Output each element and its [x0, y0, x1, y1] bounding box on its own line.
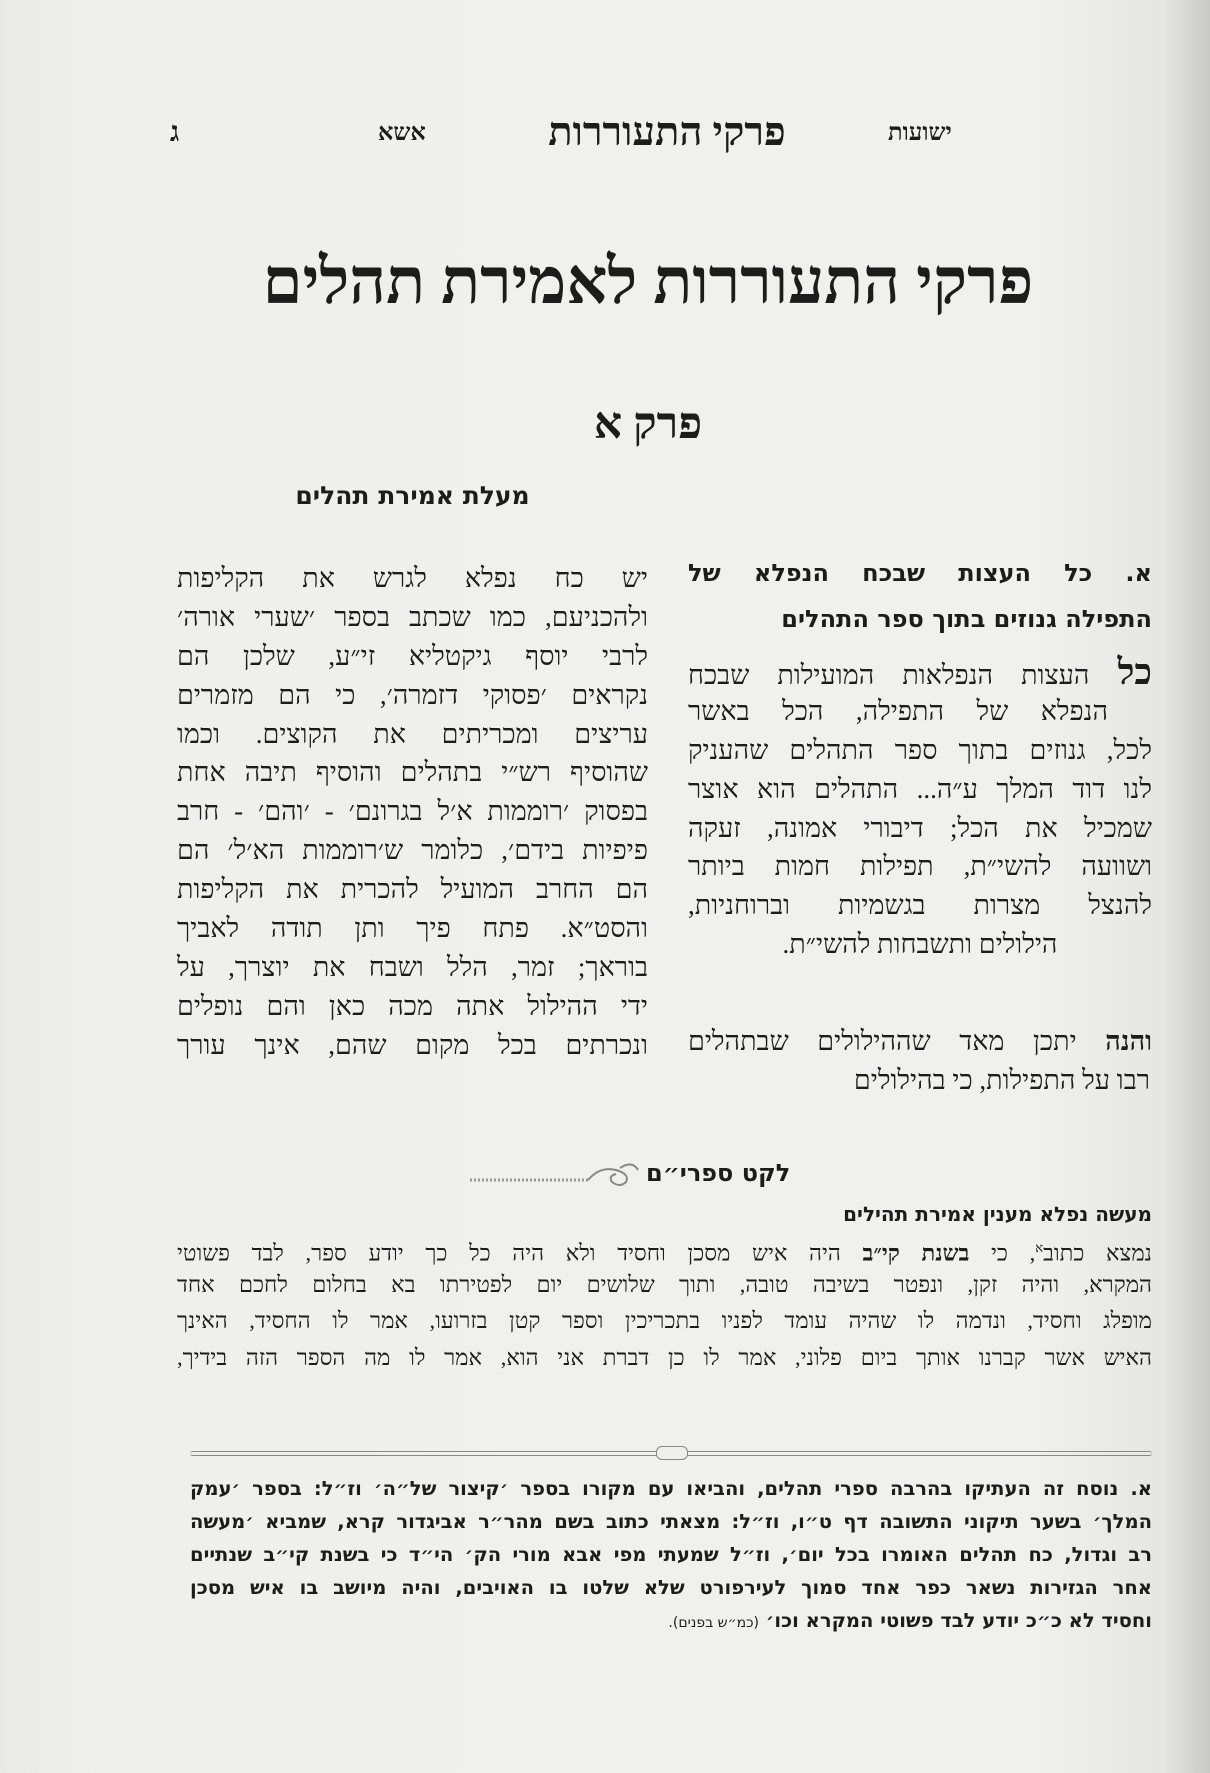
parenthetical-note: (כמ״ש בפנים). — [668, 1615, 759, 1631]
ornament-icon — [470, 1158, 640, 1188]
text-span: היה איש מסכן וחסיד ולא היה כל כך יודע ספר, לבד פשוטי — [177, 1240, 841, 1266]
bold-span: בשנת קי״ב — [862, 1240, 970, 1266]
footnotes — [190, 1472, 1152, 1637]
text-line: הנפלא של התפילה, הכל באשר — [688, 695, 1108, 726]
text-line: האיש אשר קברנו אותך ביום פלוני, אמר לו כן דברת אני הוא, אמר לו מה הספר הזה בידיך, — [177, 1344, 1152, 1370]
text-span: העצות הנפלאות המועילות שבכח — [688, 660, 1090, 690]
text-line: המקרא, והיה זקן, ונפטר בשיבה טובה, ותוך שלושים יום לפטירתו בא בחלום לחכם אחד — [177, 1271, 1152, 1297]
text-line: ונכרתים בכל מקום שהם, אינך עורך — [177, 1029, 648, 1060]
running-header-right: ישועות — [888, 120, 952, 146]
text-span: , כי — [991, 1240, 1036, 1266]
text-line: לכל, גנוזים בתוך ספר התהלים שהעניק — [688, 734, 1152, 765]
text-line: לרבי יוסף גיקטליא זי״ע, שלכן הם — [177, 640, 648, 671]
chapter-title: פרק א — [593, 399, 703, 448]
text-line: מופלג וחסיד, ונדמה לו שהיה עומד לפניו בתכריכין וספר קטן בזרועו, אמר לו החסיד, האינך — [177, 1308, 1152, 1333]
section-label: לקט ספרי״ם — [646, 1159, 791, 1187]
text-span: וחסיד לא כ״כ יודע לבד פשוטי המקרא וכו׳ — [765, 1609, 1152, 1632]
text-line: נקראים ׳פסוקי דזמרה׳, כי הם מזמרים — [177, 679, 648, 710]
text-line: הם החרב המועיל להכרית את הקליפות — [177, 874, 648, 905]
text-line: בוראך; זמר, הלל ושבח את יוצרך, על — [177, 951, 648, 982]
text-line — [177, 1230, 1152, 1267]
text-line: רבו על התפילות, כי בהילולים — [853, 1064, 1150, 1095]
page-title: פרקי התעוררות לאמירת תהלים — [262, 246, 1034, 317]
text-line: הילולים ותשבחות להשי״ת. — [782, 929, 1058, 960]
footnote-line: רב וגדול, כח תהלים האומרו בכל יום׳, וז״ל שמעתי מפי אבא מורי הק׳ הי״ד כי בשנת קי״ב שנתיים — [190, 1543, 1152, 1566]
section-divider — [470, 1156, 790, 1190]
text-line: ידי ההילול אתה מכה כאן והם נופלים — [177, 990, 648, 1021]
text-line: שמכיל את הכל; דיבורי אמונה, זעקה — [688, 812, 1152, 843]
text-line: עריצים ומכריתים את הקוצים. וכמו — [177, 718, 648, 749]
text-line: והסט״א. פתח פיך ותן תודה לאביך — [177, 913, 648, 944]
text-line: פיפיות בידם׳, כלומר ש׳רוממות הא׳ל׳ הם — [177, 835, 648, 866]
footnote-line: א. נוסח זה העתיקו בהרבה ספרי תהלים, והביאו עם מקורו בספר ׳קיצור של״ה׳ וז״ל: בספר ׳עמק — [190, 1477, 1152, 1500]
text-line: להנצל מצרות בגשמיות וברוחניות, — [688, 890, 1152, 921]
text-line: בפסוק ׳רוממות א׳ל בגרונם׳ - ׳והם׳ - חרב — [177, 796, 648, 827]
text-span: יתכן מאד שההילולים שבתהלים — [688, 1026, 1077, 1056]
footnote-line: אחר הגזירות נשאר כפר אחד סמוך לעירפורט שלא שלטו בו האויבים, והיה מיושב בו איש מסכן — [190, 1576, 1152, 1599]
right-column-paragraph-2 — [688, 1022, 1152, 1100]
text-line: ושוועה להשי״ת, תפילות חמות ביותר — [688, 851, 1152, 882]
right-column-heading — [688, 550, 1152, 642]
lead-word: והנה — [1105, 1026, 1153, 1056]
left-column-heading: מעלת אמירת תהלים — [295, 481, 530, 510]
lead-word: כל — [1117, 652, 1153, 692]
story-text — [177, 1230, 1152, 1376]
story-heading: מעשה נפלא מענין אמירת תהילים — [843, 1202, 1152, 1226]
footnote-line: המלך׳ בשער תיקוני התשובה דף ט״ו, וז״ל: מצאתי כתוב בשם מהר״ר אביגדור קרא, שמביא ׳מעשה — [190, 1510, 1152, 1533]
text-line — [688, 1022, 1152, 1061]
footnote-marker[interactable]: א — [1035, 1240, 1044, 1255]
running-header-left: אשא — [378, 120, 426, 146]
left-column — [177, 559, 648, 1065]
heading-line: התפילה גנוזים בתוך ספר התהלים — [781, 605, 1152, 633]
text-line: שהוסיף רש״י בתהלים והוסיף תיבה אחת — [177, 757, 648, 788]
footnote-separator — [190, 1446, 1152, 1460]
running-header-title: פרקי התעוררות — [548, 109, 786, 154]
heading-line: א. כל העצות שבכח הנפלא של — [688, 559, 1152, 587]
text-line: לנו דוד המלך ע״ה... התהלים הוא אוצר — [688, 773, 1152, 804]
right-column — [688, 653, 1152, 964]
text-line: יש כח נפלא לגרש את הקליפות — [177, 563, 648, 593]
page-number: ג — [170, 117, 180, 148]
text-line — [688, 653, 1152, 692]
text-line: ולהכניעם, כמו שכתב בספר ׳שערי אורה׳ — [177, 601, 648, 632]
text-span: נמצא כתוב — [1043, 1240, 1152, 1266]
footnote-line — [190, 1604, 1152, 1637]
